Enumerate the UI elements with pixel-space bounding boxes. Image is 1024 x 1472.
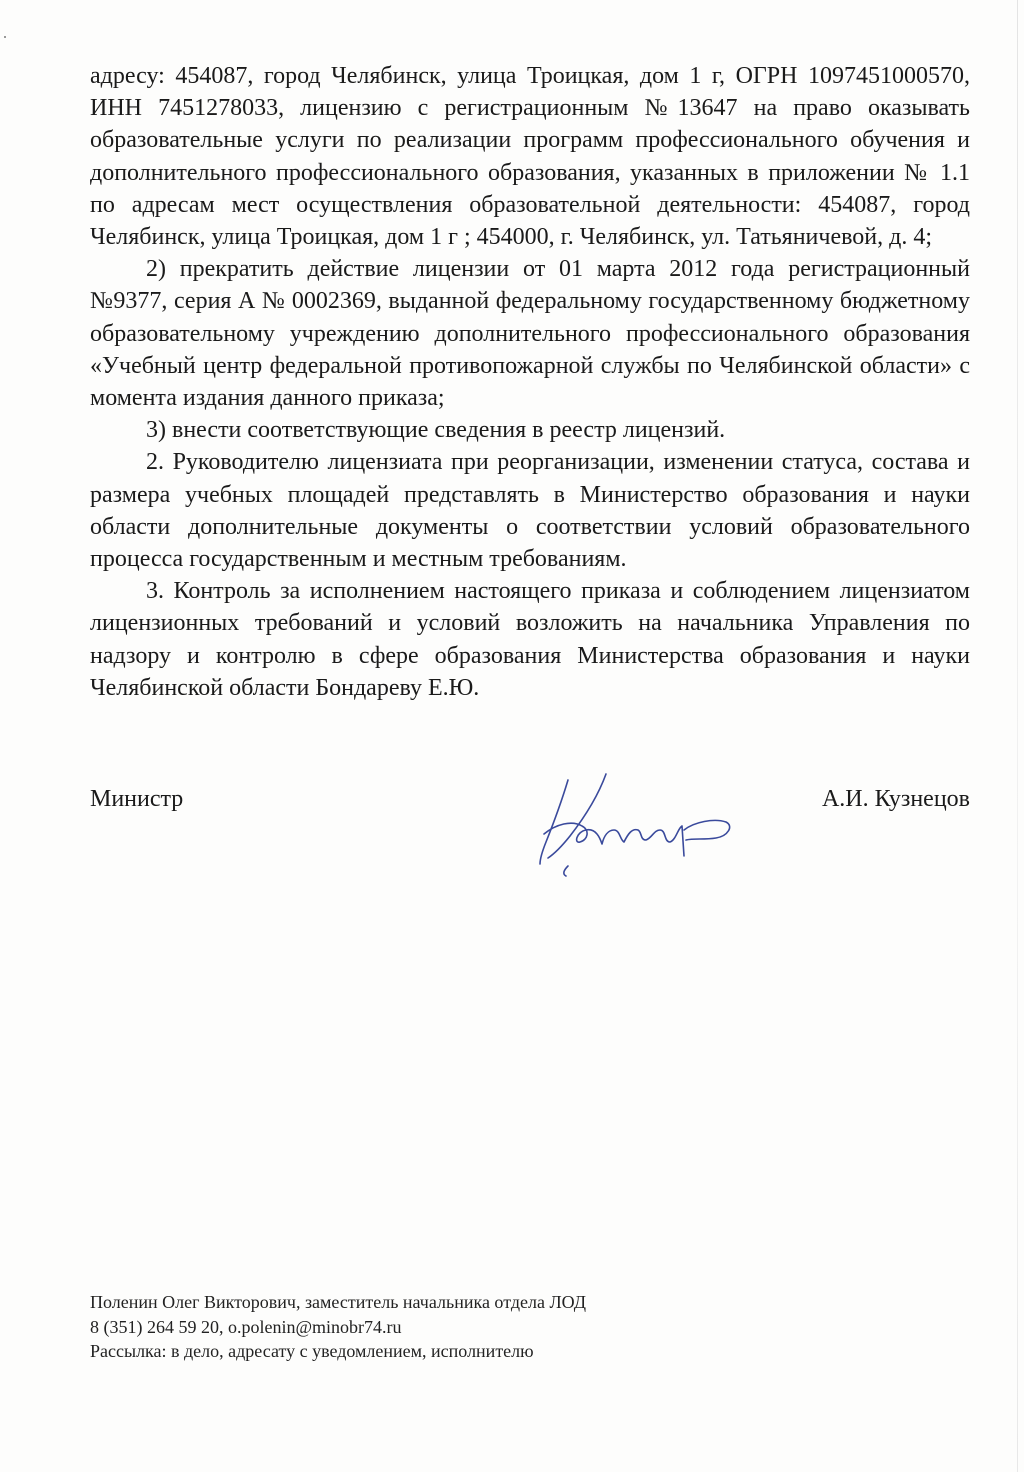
paragraph-registry: 3) внести соответствующие сведения в реестр лицензий.: [146, 417, 726, 444]
distribution-list: Рассылка: в дело, адресату с уведомлением, исполнителю: [90, 1341, 534, 1361]
scan-speck: [4, 36, 6, 38]
executor-name: Поленин Олег Викторович, заместитель начальника отдела ЛОД: [90, 1292, 587, 1312]
signature-stroke-loop: [684, 820, 730, 840]
scan-edge-line: [1017, 0, 1018, 1472]
document-body: [90, 60, 970, 704]
paragraph-terminate-license: 2) прекратить действие лицензии от 01 марта 2012 года регистрационный №9377, серия А № 0002369, выданной федеральному государственному бюджетному образовательному учреждению дополнительного профессионального образования «Учебный центр федеральной противопожарной службы по Челябинской области» с момента издания данного приказа;: [90, 256, 970, 412]
signature-stroke-tail: [564, 866, 568, 876]
signatory-name: А.И. Кузнецов: [821, 786, 970, 812]
executor-footer: [90, 1290, 970, 1364]
signature-stroke-cursive: [544, 823, 684, 856]
paragraph-licensee-duties: 2. Руководителю лицензиата при реорганизации, изменении статуса, состава и размера учебных площадей представлять в Министерство образования и науки области дополнительные документы о соответствии условий образовательного процесса государственным и местным требованиям.: [90, 449, 970, 573]
paragraph-license-address: адресу: 454087, город Челябинск, улица Троицкая, дом 1 г, ОГРН 1097451000570, ИНН 7451278033, лицензию с регистрационным №13647 на право оказывать образовательные услуги по реализации программ профессионального обучения и дополнительного профессионального образования, указанных в приложении № 1.1 по адресам мест осуществления образовательной деятельности: 454087, город Челябинск, улица Троицкая, дом 1 г ; 454000, г. Челябинск, ул. Татьяничевой, д. 4;: [90, 63, 970, 251]
paragraph-control: 3. Контроль за исполнением настоящего приказа и соблюдением лицензиатом лицензионных требований и условий возложить на начальника Управления по надзору и контролю в сфере образования Министерства образования и науки Челябинской области Бондареву Е.Ю.: [90, 578, 970, 701]
handwritten-signature: [528, 760, 748, 880]
signature-stroke-main: [540, 780, 568, 864]
signatory-title: Министр: [90, 786, 184, 812]
executor-contacts: 8 (351) 264 59 20, o.polenin@minobr74.ru: [90, 1316, 402, 1337]
